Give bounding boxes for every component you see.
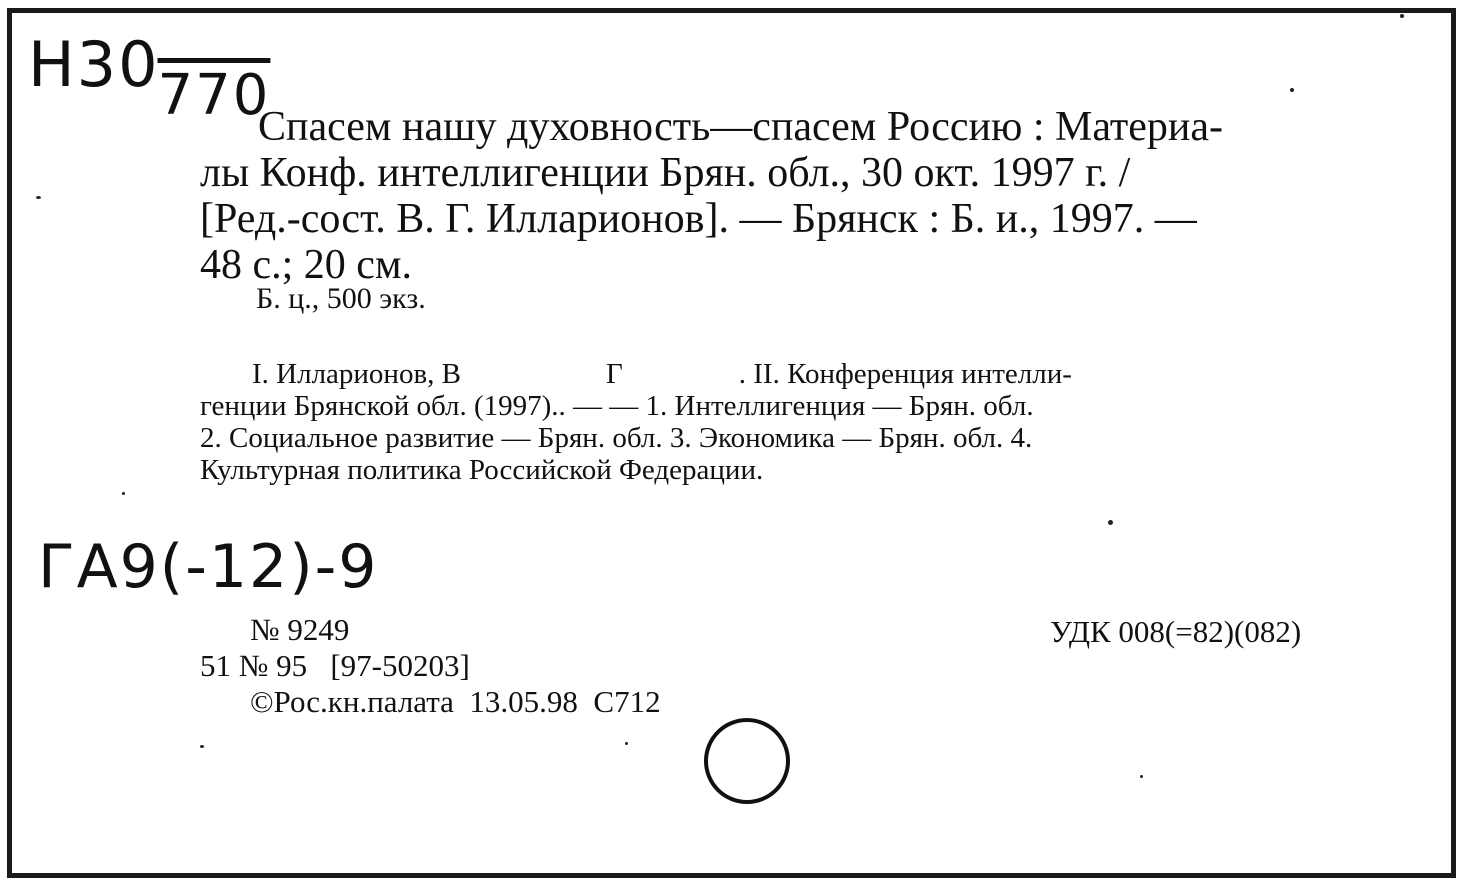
scan-speck	[122, 492, 125, 495]
tracing-line: генции Брянской обл. (1997).. — — 1. Интеллигенция — Брян. обл.	[200, 390, 1034, 422]
subject-tracings	[200, 358, 1350, 486]
handwritten-call-number	[28, 28, 272, 128]
scan-speck	[1108, 520, 1113, 525]
entry-line: лы Конф. интеллигенции Брян. обл., 30 окт. 1997 г. /	[200, 150, 1131, 196]
scan-speck	[1400, 14, 1404, 18]
tracing-line: 2. Социальное развитие — Брян. обл. 3. Экономика — Брян. обл. 4.	[200, 422, 1033, 454]
tracing-line: Культурная политика Российской Федерации.	[200, 454, 764, 486]
tracing-line: I. Илларионов, В Г . II. Конференция интелли-	[252, 358, 1072, 390]
call-number-sub: 770	[157, 63, 271, 128]
card-number: № 9249	[250, 612, 350, 647]
copyright-line: ©Рос.кн.палата 13.05.98 С712	[250, 684, 661, 719]
scan-speck	[1290, 88, 1294, 92]
card-punch-hole	[704, 718, 790, 804]
entry-line: Спасем нашу духовность—спасем Россию : Материа-	[258, 104, 1224, 150]
scan-speck	[36, 196, 41, 199]
udk-classification: УДК 008(=82)(082)	[1050, 614, 1302, 649]
entry-line: 48 с.; 20 см.	[200, 242, 413, 288]
bibliographic-entry	[200, 104, 1360, 288]
scan-speck	[1140, 775, 1143, 778]
price-print-run: Б. ц., 500 экз.	[256, 282, 426, 315]
call-number-main: Н30	[28, 28, 160, 101]
registration-numbers	[200, 612, 661, 720]
handwritten-shelf-code: ГА9(-12)-9	[38, 532, 379, 602]
entry-line: [Ред.-сост. В. Г. Илларионов]. — Брянск : Б. и., 1997. —	[200, 196, 1197, 242]
scan-speck	[625, 742, 628, 745]
scan-speck	[200, 745, 204, 748]
record-number: 51 № 95 [97-50203]	[200, 648, 470, 683]
